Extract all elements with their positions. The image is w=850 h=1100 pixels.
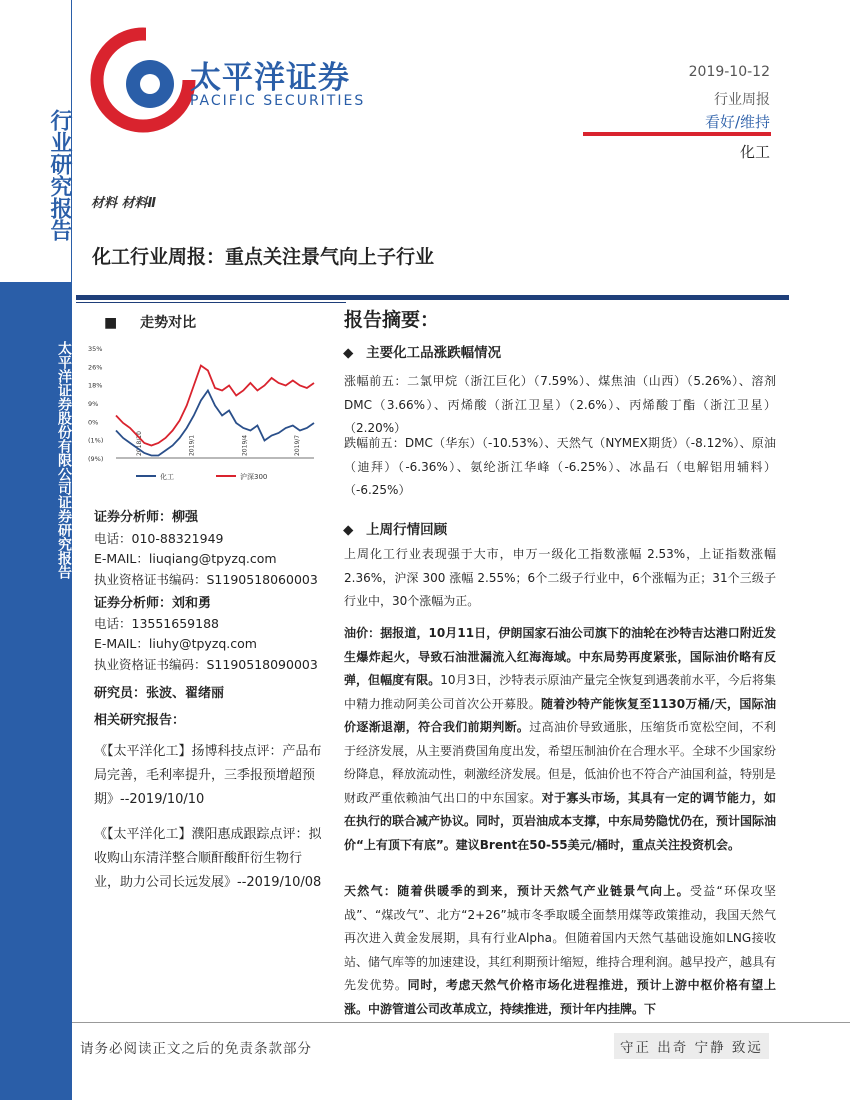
chart-x-tick-label: 2019/1	[188, 434, 196, 456]
analyst1-email: E-MAIL：liuqiang@tpyzq.com	[94, 551, 277, 566]
summary-heading: 报告摘要：	[344, 309, 440, 331]
oil-paragraph	[344, 622, 776, 857]
chart-y-tick-label: 26%	[88, 363, 103, 372]
analyst1-cert: 执业资格证书编码：S1190518060003	[94, 572, 318, 587]
chart-x-tick-label: 2018/10	[136, 431, 143, 456]
rating: 看好/维持	[704, 113, 770, 131]
losers-text: 跌幅前五：DMC（华东）（-10.53%）、天然气（NYMEX期货）（-8.12%）、原油（迪拜）（-6.36%）、氨纶浙江华峰（-6.25%）、冰晶石（电解铝用辅料）（-6.25%）	[344, 436, 776, 497]
chart-y-tick-label: (9%)	[88, 455, 104, 463]
chart-legend-label: 化工	[160, 473, 174, 481]
gas-p1: 天然气：随着供暖季的到来，预计天然气产业链景气向上。	[344, 884, 690, 898]
footer-disclaimer: 请务必阅读正文之后的免责条款部分	[80, 1041, 312, 1057]
analyst2-email: E-MAIL：liuhy@tpyzq.com	[94, 636, 257, 651]
chart-x-tick-label: 2019/4	[241, 434, 249, 456]
chart-y-tick-label: (1%)	[88, 436, 104, 445]
analyst2-cert: 执业资格证书编码：S1190518090003	[94, 657, 318, 672]
analyst1-phone: 电话：010-88321949	[94, 531, 224, 546]
oil-p4: 过高油价导致通胀，压缩货币宽松空间，不利于经济发展，从主要消费国角度出发，希望压制油价在合理水平。全球不少国家纷纷降息，释放流动性，刺激经济发展。但是，低油价也不符合产油国利益，特别是财政严重依赖油气出口的中东国家。	[344, 720, 777, 805]
chart-y-tick-label: 35%	[88, 345, 103, 353]
gas-p2: 受益“环保攻坚战”、“煤改气”、北方“2+26”城市冬季取暖全面禁用煤等政策推动，我国天然气再次进入黄金发展期，具有行业Alpha。但随着国内天然气基础设施如LNG接收站、储气库等的加速建设，其红利期预计缩短，维持合理利润。越早投产，越具有先发优势。	[344, 884, 777, 992]
sec1-heading	[343, 341, 501, 361]
sec2-heading-label: 上周行情回顾	[366, 522, 448, 538]
diamond-bullet-icon: ◆	[343, 522, 354, 538]
category: 材料 材料Ⅱ	[91, 196, 157, 211]
sidebar	[0, 0, 72, 1100]
page-title: 化工行业周报：重点关注景气向上子行业	[92, 246, 435, 268]
chart-series-line-化工	[116, 391, 314, 456]
chart-x-tick-label: 2019/7	[294, 434, 301, 456]
related-reports-heading: 相关研究报告：	[94, 713, 186, 728]
oil-p5: 对于寡头市场，其具有一定的调节能力，如在执行的联合减产协议。同时，页岩油成本支撑，中东局势隐忧仍在，预计国际油价“上有顶下有底”。建议Brent在50-55美元/桶时，重点关注投资机会。	[344, 790, 777, 852]
researchers: 研究员：张波、翟绪丽	[94, 686, 225, 701]
analyst2-title: 证券分析师：刘和勇	[94, 596, 212, 611]
brand-name-cn: 太平洋证券	[190, 60, 350, 96]
sec1-heading-label: 主要化工品涨跌幅情况	[366, 345, 502, 361]
firm-name-vertical: 太平洋证券股份有限公司证券研究报告	[56, 341, 72, 579]
title-rule-thin	[76, 302, 346, 303]
chart-y-tick-label: 9%	[88, 400, 99, 408]
oil-p1: 油价：据报道，10月11日，伊朗国家石油公司旗下的油轮在沙特吉达港口附近发生爆炸起火，导致石油泄漏流入红海海域。中东局势再度紧张，国际油价略有反弹，但幅度有限。	[344, 626, 776, 687]
trend-heading	[104, 312, 196, 332]
chart-y-tick-label: 0%	[88, 418, 99, 427]
market-review-text: 上周化工行业表现强于大市，申万一级化工指数涨幅 2.53%，上证指数涨幅 2.36%，沪深 300 涨幅 2.55%；6个二级子行业中，6个涨幅为正；31个三级子行业中，30个涨幅为正。	[344, 547, 776, 608]
diamond-bullet-icon: ◆	[343, 345, 354, 361]
analyst2-phone: 电话：13551659188	[94, 616, 219, 631]
report-type-vertical: 行业研究报告	[47, 109, 72, 241]
industry: 化工	[739, 143, 770, 161]
square-bullet-icon: ■	[104, 315, 118, 331]
oil-p2: 10月3日，沙特表示原油产量完全恢复到遇袭前水平，今后将集中精力推动阿美公司首次公开募股。	[344, 673, 776, 711]
title-rule	[76, 295, 789, 300]
brand-name-en: PACIFIC SECURITIES	[190, 93, 366, 109]
footer-rule	[72, 1022, 850, 1023]
trend-heading-label: 走势对比	[140, 315, 197, 331]
report-type: 行业周报	[714, 92, 770, 108]
analyst1-title: 证券分析师：柳强	[94, 510, 199, 525]
chart-y-tick-label: 18%	[88, 381, 103, 390]
gas-p3: 同时，考虑天然气价格市场化进程推进，预计上游中枢价格有望上涨。中游管道公司改革成立，持续推进，预计年内挂牌。下	[344, 978, 776, 1016]
sec2-heading	[343, 518, 447, 538]
related-report-1[interactable]: 《【太平洋化工】扬博科技点评：产品布局完善，毛利率提升，三季报预增超预期》--2019/10/10	[94, 744, 322, 807]
brand-logo-icon	[88, 20, 198, 140]
oil-p3: 随着沙特产能恢复至1130万桶/天，国际油价逐渐退潮，符合我们前期判断。	[344, 696, 776, 734]
report-date: 2019-10-12	[688, 64, 770, 80]
gas-paragraph	[344, 880, 776, 1021]
trend-chart	[86, 336, 318, 486]
divider-red	[583, 132, 771, 136]
chart-legend-label: 沪深300	[240, 473, 268, 481]
related-report-2[interactable]: 《【太平洋化工】濮阳惠成跟踪点评：拟收购山东清洋整合顺酐酸酐衍生物行业，助力公司长远发展》--2019/10/08	[94, 827, 322, 890]
gainers-text: 涨幅前五：二氯甲烷（浙江巨化）（7.59%）、煤焦油（山西）（5.26%）、溶剂DMC（3.66%）、丙烯酸（浙江卫星）（2.6%）、丙烯酸丁酯（浙江卫星）（2.20%）	[344, 374, 776, 435]
footer-motto: 守正 出奇 宁静 致远	[614, 1033, 769, 1059]
